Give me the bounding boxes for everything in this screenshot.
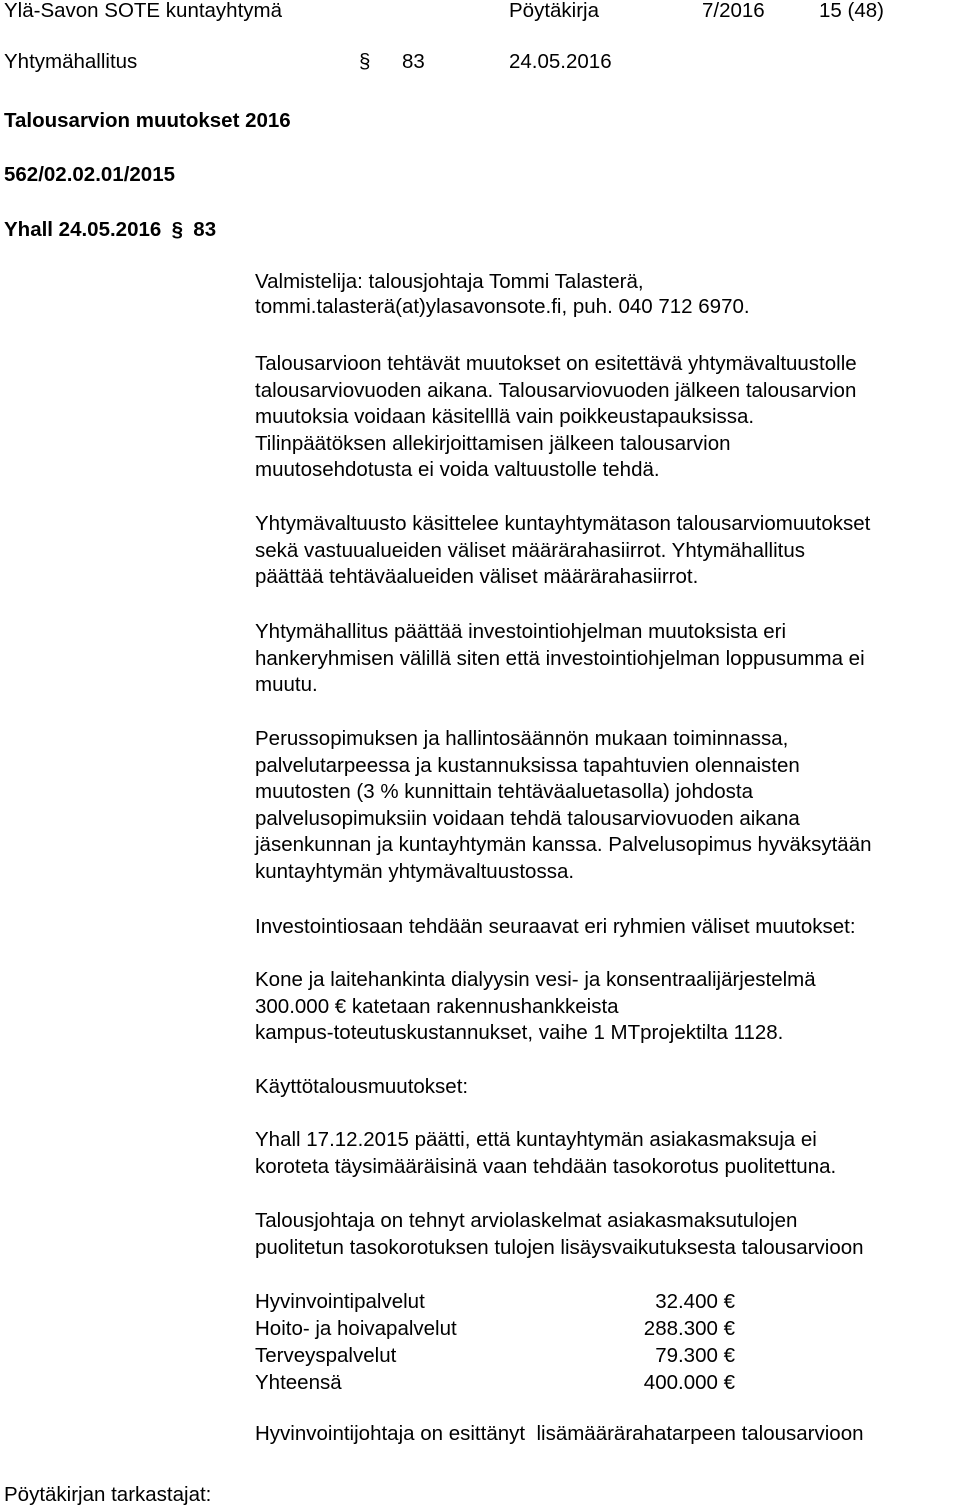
amount-value: 288.300 €: [643, 1317, 735, 1340]
text-line: puolitetun tasokorotuksen tulojen lisäysvaikutuksesta talousarvioon: [255, 1235, 864, 1259]
amount-label: Yhteensä: [255, 1371, 342, 1394]
amount-row-total: [255, 1369, 745, 1396]
amount-label: Hyvinvointipalvelut: [255, 1290, 425, 1313]
operating-changes-heading: [255, 1074, 955, 1101]
amount-row: [255, 1315, 745, 1342]
meeting-section-symbol: §: [171, 218, 183, 241]
paragraph-client-fees: [255, 1127, 955, 1180]
amount-row: [255, 1342, 745, 1369]
text-line: muutosten (3 % kunnittain tehtäväaluetasolla) johdosta: [255, 780, 754, 804]
governing-body: Yhtymähallitus: [4, 50, 138, 73]
amount-value: 400.000 €: [643, 1371, 735, 1394]
meeting-reference: [4, 217, 216, 243]
meeting-date: 24.05.2016: [509, 50, 612, 73]
paragraph-service-agreements: [255, 726, 955, 886]
text-line: palvelutarpeessa ja kustannuksissa tapahtuvien olennaisten: [255, 753, 800, 777]
document-number: 7/2016: [702, 0, 765, 22]
meeting-reference-section: 83: [193, 218, 217, 241]
paragraph-additional-appropriation: [255, 1421, 955, 1448]
paragraph-fee-calculations: [255, 1208, 955, 1261]
text-line: 300.000 € katetaan rakennushankkeista: [255, 994, 619, 1018]
amount-label: Hoito- ja hoivapalvelut: [255, 1317, 457, 1340]
diary-number: 562/02.02.01/2015: [4, 163, 175, 186]
preparer-line: tommi.talasterä(at)ylasavonsote.fi, puh. 040 712 6970.: [255, 295, 750, 318]
text-line: muutosehdotusta ei voida valtuustolle tehdä.: [255, 458, 660, 482]
text-line: Kone ja laitehankinta dialyysin vesi- ja konsentraalijärjestelmä: [255, 968, 816, 991]
paragraph-budget-changes: [255, 351, 955, 484]
preparer-line: Valmistelija: talousjohtaja Tommi Talasterä,: [255, 270, 644, 293]
text-line: kampus-toteutuskustannukset, vaihe 1 MTprojektilta 1128.: [255, 1021, 784, 1045]
paragraph-council-handling: [255, 511, 955, 591]
text-line: Talousjohtaja on tehnyt arviolaskelmat asiakasmaksutulojen: [255, 1209, 798, 1232]
text-line: Yhtymävaltuusto käsittelee kuntayhtymätason talousarviomuutokset: [255, 512, 871, 535]
text-line: päättää tehtäväalueiden väliset määrärahasiirrot.: [255, 565, 699, 589]
amount-value: 79.300 €: [655, 1344, 735, 1367]
text-line: Talousarvioon tehtävät muutokset on esitettävä yhtymävaltuustolle: [255, 352, 857, 375]
text-line: sekä vastuualueiden väliset määrärahasiirrot. Yhtymähallitus: [255, 538, 805, 562]
amount-value: 32.400 €: [655, 1290, 735, 1313]
paragraph-investment-intro: [255, 914, 955, 941]
text-line: Yhtymähallitus päättää investointiohjelman muutoksista eri: [255, 620, 786, 643]
text-line: Käyttötalousmuutokset:: [255, 1075, 469, 1098]
text-line: muutu.: [255, 673, 318, 697]
subject-title: Talousarvion muutokset 2016: [4, 109, 291, 132]
amount-label: Terveyspalvelut: [255, 1344, 397, 1367]
section-number: 83: [402, 50, 425, 73]
organization-name: Ylä-Savon SOTE kuntayhtymä: [4, 0, 283, 22]
text-line: jäsenkunnan ja kuntayhtymän kanssa. Palvelusopimus hyväksytään: [255, 833, 872, 857]
text-line: muutoksia voidaan käsitelllä vain poikkeustapauksissa.: [255, 405, 755, 429]
preparer-info: [255, 269, 955, 319]
amount-row: [255, 1288, 745, 1315]
text-line: Investointiosaan tehdään seuraavat eri ryhmien väliset muutokset:: [255, 915, 856, 938]
text-line: Yhall 17.12.2015 päätti, että kuntayhtymän asiakasmaksuja ei: [255, 1128, 817, 1151]
text-line: Perussopimuksen ja hallintosäännön mukaan toiminnassa,: [255, 727, 789, 750]
section-symbol: §: [359, 50, 371, 73]
text-line: talousarviovuoden aikana. Talousarviovuoden jälkeen talousarvion: [255, 378, 857, 402]
text-line: hankeryhmisen välillä siten että investointiohjelman loppusumma ei: [255, 646, 865, 670]
page-number: 15 (48): [819, 0, 884, 22]
text-line: koroteta täysimääräisinä vaan tehdään tasokorotus puolitettuna.: [255, 1154, 837, 1178]
paragraph-investment-program: [255, 619, 955, 699]
reviewers-label: Pöytäkirjan tarkastajat:: [4, 1483, 212, 1506]
text-line: Hyvinvointijohtaja on esittänyt lisämäärärahatarpeen talousarvioon: [255, 1422, 864, 1445]
paragraph-dialysis-equipment: [255, 967, 955, 1047]
text-line: Tilinpäätöksen allekirjoittamisen jälkeen talousarvion: [255, 431, 731, 455]
document-type: Pöytäkirja: [509, 0, 600, 22]
text-line: kuntayhtymän yhtymävaltuustossa.: [255, 859, 575, 883]
text-line: palvelusopimuksiin voidaan tehdä talousarviovuoden aikana: [255, 806, 800, 830]
meeting-reference-date: Yhall 24.05.2016: [4, 218, 162, 241]
